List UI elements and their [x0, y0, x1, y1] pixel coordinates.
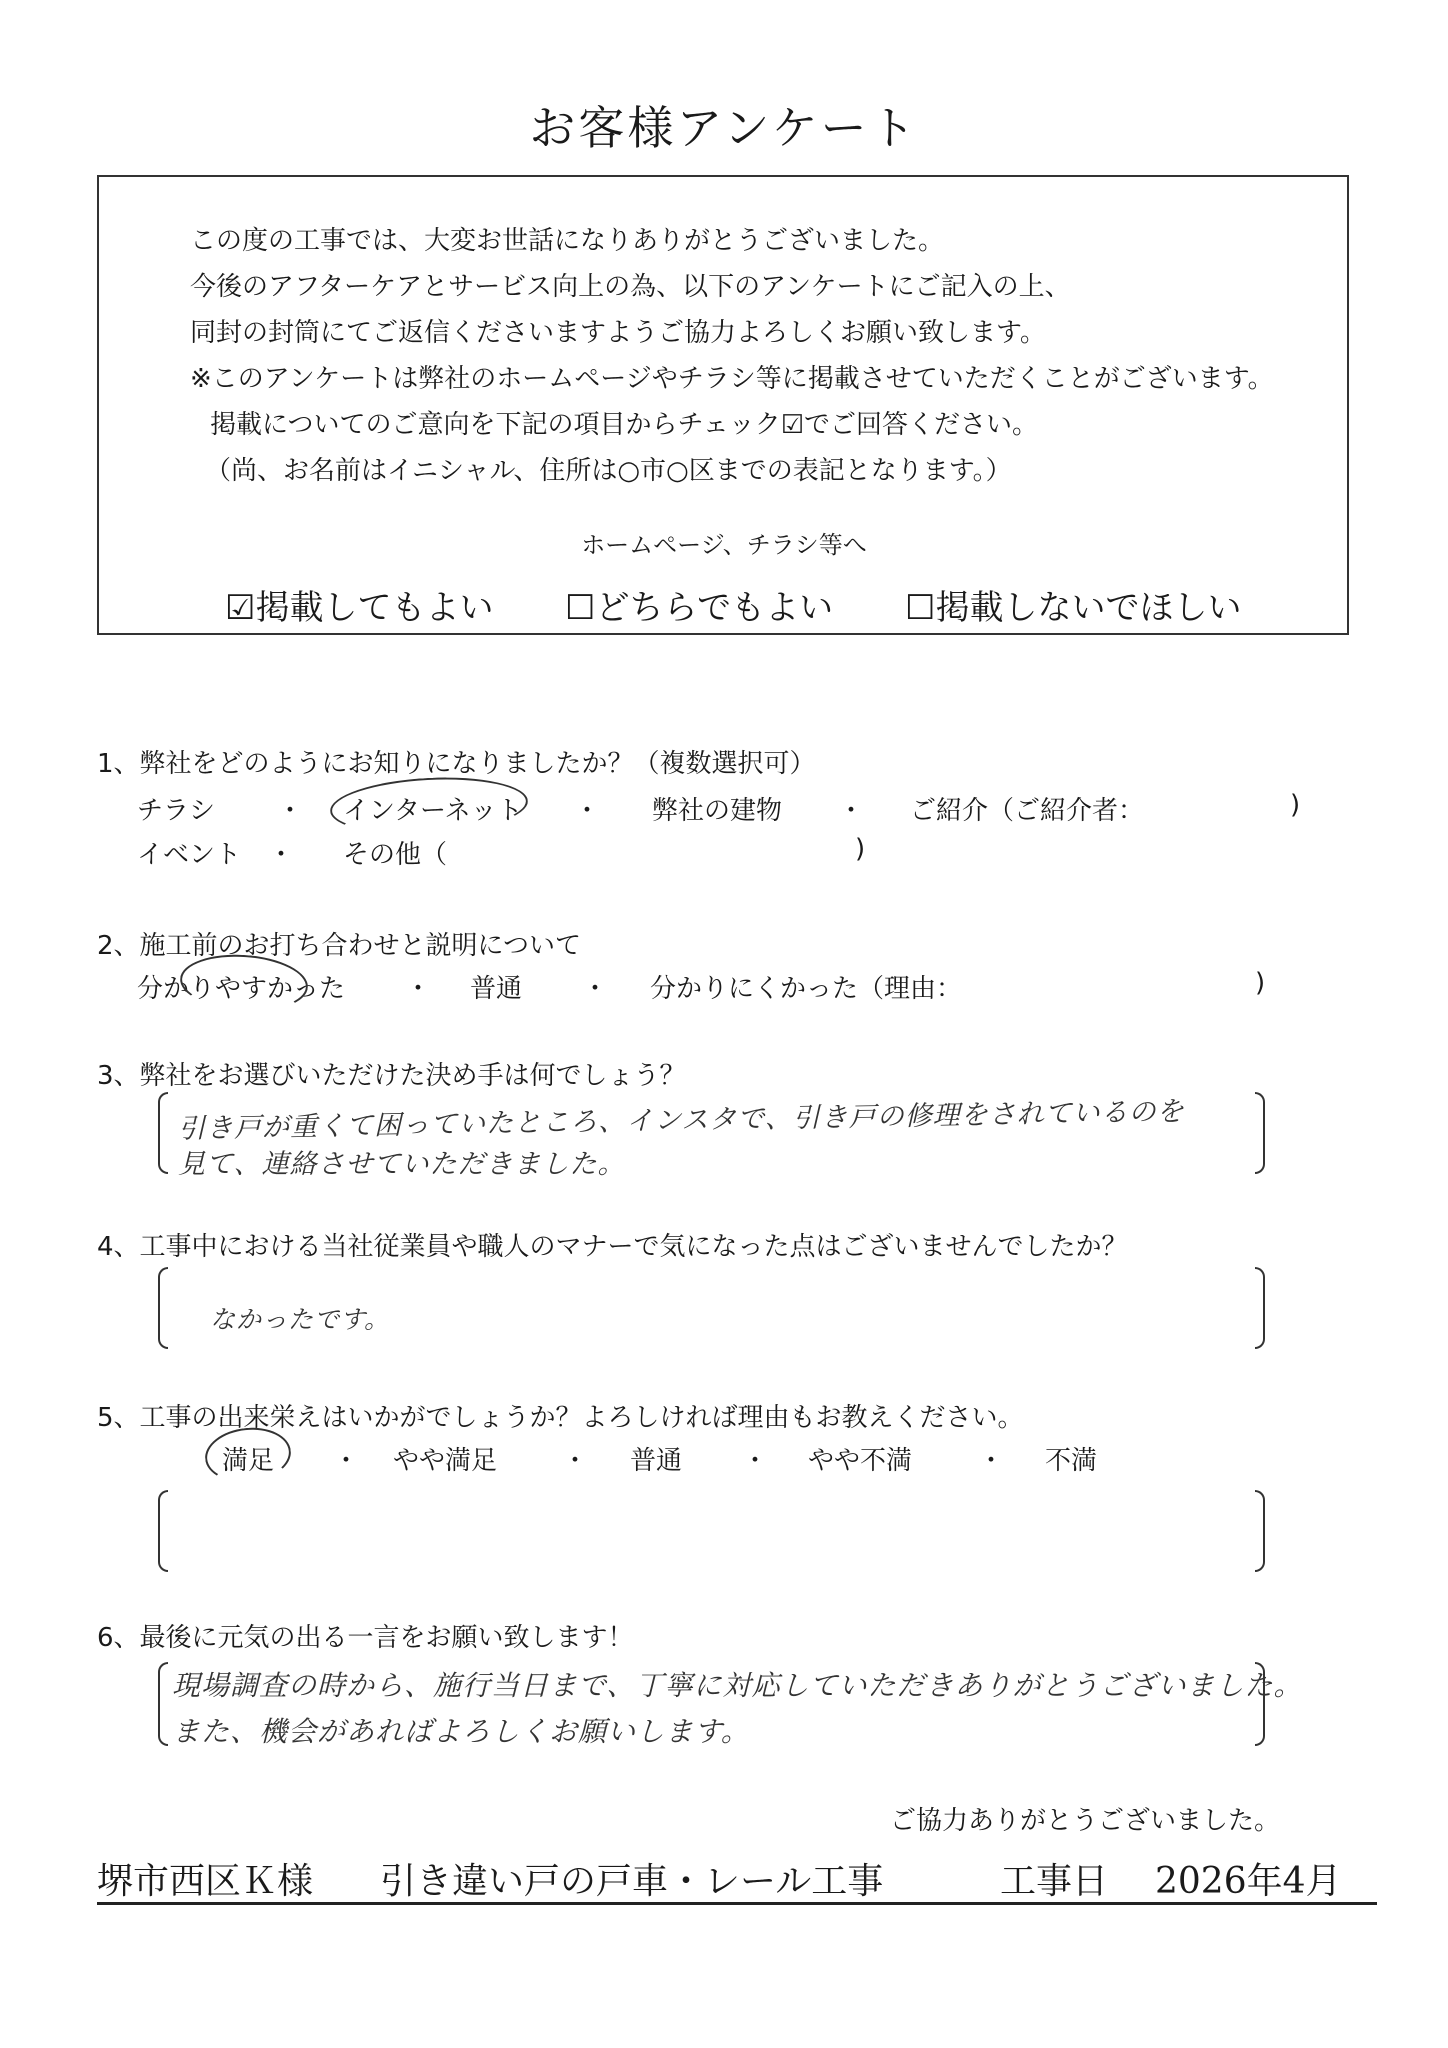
q5-option-somewhat-satisfied[interactable]: やや満足: [393, 1446, 498, 1476]
question-1-label: 1、弊社をどのようにお知りになりましたか？（複数選択可）: [97, 749, 816, 779]
q5-separator: ・: [562, 1446, 589, 1476]
answer-bracket-left: [158, 1490, 168, 1572]
answer-bracket-right: [1255, 1490, 1265, 1572]
footer-work: 引き違い戸の戸車・レール工事: [380, 1861, 884, 1902]
question-4-label: 4、工事中における当社従業員や職人のマナーで気になった点はございませんでしたか？: [97, 1232, 1128, 1262]
q1-option-internet[interactable]: インターネット: [343, 796, 523, 826]
notice-line: この度の工事では、大変お世話になりありがとうございました。: [190, 226, 945, 256]
answer-bracket-left: [158, 1267, 168, 1349]
consent-heading: ホームページ、チラシ等へ: [581, 531, 867, 559]
notice-line: ※このアンケートは弊社のホームページやチラシ等に掲載させていただくことがございます。: [190, 364, 1274, 394]
q1-separator: ・: [574, 796, 601, 826]
question-5-label: 5、工事の出来栄えはいかがでしょうか？よろしければ理由もお教えください。: [97, 1403, 1024, 1433]
q1-option-other[interactable]: その他（: [343, 840, 448, 870]
q1-referral-close: ): [1290, 790, 1301, 820]
thanks-message: ご協力ありがとうございました。: [890, 1806, 1281, 1836]
q4-answer-line: なかったです。: [210, 1305, 391, 1334]
footer-underline: [97, 1902, 1377, 1905]
q5-option-satisfied[interactable]: 満足: [222, 1446, 275, 1476]
q2-reason-close: ): [1255, 968, 1266, 998]
answer-bracket-right: [1255, 1267, 1265, 1349]
q5-separator: ・: [978, 1446, 1005, 1476]
q1-option-building[interactable]: 弊社の建物: [652, 796, 783, 826]
q1-separator: ・: [838, 796, 865, 826]
q1-option-flyer[interactable]: チラシ: [137, 796, 216, 826]
consent-option-allow[interactable]: ☑掲載してもよい: [225, 588, 494, 628]
q1-separator: ・: [268, 840, 295, 870]
question-3-label: 3、弊社をお選びいただけた決め手は何でしょう？: [97, 1061, 686, 1091]
q6-answer-line: 現場調査の時から、施行当日まで、丁寧に対応していただきありがとうございました。: [172, 1669, 1303, 1702]
notice-line: 同封の封筒にてご返信くださいますようご協力よろしくお願い致します。: [190, 318, 1046, 348]
q5-option-normal[interactable]: 普通: [630, 1446, 683, 1476]
q5-option-somewhat-dissatisfied[interactable]: やや不満: [808, 1446, 913, 1476]
consent-option-deny[interactable]: ☐掲載しないでほしい: [905, 588, 1242, 628]
q1-other-close: ): [855, 834, 866, 864]
q3-answer-line: 引き戸が重くて困っていたところ、インスタで、引き戸の修理をされているのを: [177, 1096, 1185, 1145]
notice-line: （尚、お名前はイニシャル、住所は○市○区までの表記となります。）: [205, 456, 1012, 486]
q2-separator: ・: [405, 974, 432, 1004]
answer-bracket-left: [158, 1662, 168, 1746]
q2-option-clear[interactable]: 分かりやすかった: [137, 974, 346, 1004]
answer-bracket-right: [1255, 1092, 1265, 1174]
footer-date-label: 工事日: [1000, 1861, 1109, 1902]
q1-separator: ・: [277, 796, 304, 826]
question-6-label: 6、最後に元気の出る一言をお願い致します！: [97, 1623, 634, 1653]
q1-option-referral[interactable]: ご紹介（ご紹介者：: [910, 796, 1145, 826]
q5-separator: ・: [742, 1446, 769, 1476]
q2-option-normal[interactable]: 普通: [470, 974, 523, 1004]
q5-option-dissatisfied[interactable]: 不満: [1045, 1446, 1098, 1476]
q3-answer-line: 見て、連絡させていただきました。: [178, 1149, 626, 1180]
q2-option-unclear[interactable]: 分かりにくかった（理由：: [650, 974, 963, 1004]
consent-option-either[interactable]: ☐どちらでもよい: [565, 588, 834, 628]
q6-answer-line: また、機会があればよろしくお願いします。: [172, 1715, 750, 1748]
selection-circle: [329, 773, 530, 839]
footer-customer: 堺市西区Ｋ様: [97, 1861, 314, 1902]
q1-option-event[interactable]: イベント: [137, 840, 242, 870]
footer-date-value: 2026年4月: [1155, 1861, 1342, 1902]
answer-bracket-left: [158, 1092, 168, 1174]
page-title: お客様アンケート: [529, 101, 919, 155]
q2-separator: ・: [582, 974, 609, 1004]
question-2-label: 2、施工前のお打ち合わせと説明について: [97, 931, 582, 961]
notice-line: 掲載についてのご意向を下記の項目からチェック☑でご回答ください。: [210, 410, 1039, 440]
notice-line: 今後のアフターケアとサービス向上の為、以下のアンケートにご記入の上、: [190, 272, 1071, 302]
q5-separator: ・: [333, 1446, 360, 1476]
